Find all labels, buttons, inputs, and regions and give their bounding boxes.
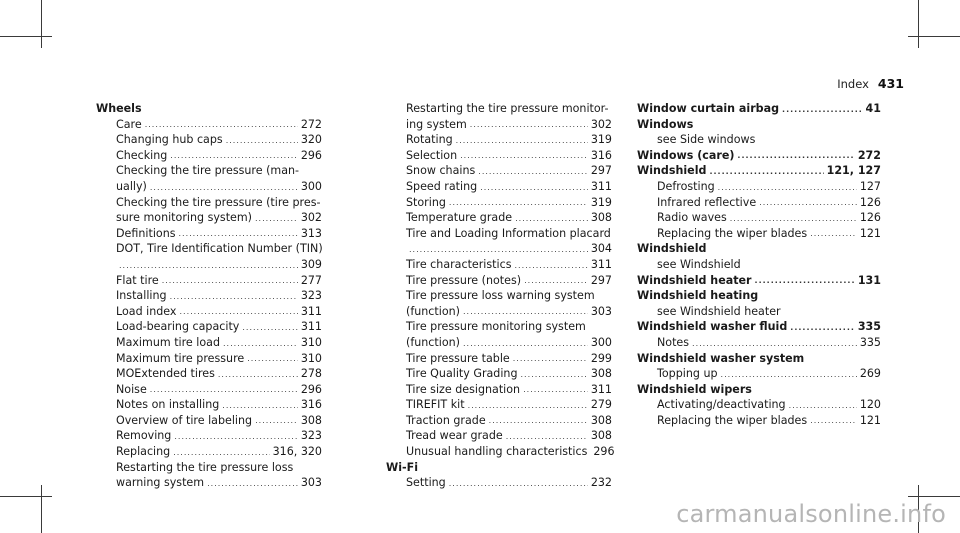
dot-leader	[478, 168, 588, 176]
dot-leader	[489, 417, 588, 425]
entry-text: Storing	[406, 195, 446, 209]
entry-text: Radio waves	[657, 211, 727, 225]
index-entry	[96, 148, 322, 164]
page-reference[interactable]: 311	[300, 320, 322, 334]
page-reference[interactable]: 311	[300, 304, 322, 318]
index-entry	[96, 335, 322, 351]
page-reference[interactable]: 320	[300, 133, 322, 147]
dot-leader	[480, 184, 588, 192]
page-reference[interactable]: 121	[859, 413, 881, 427]
index-heading	[637, 288, 881, 304]
index-entry	[637, 366, 881, 382]
crop-mark	[908, 36, 960, 37]
crop-mark	[918, 0, 919, 48]
entry-text: Windshield heating	[637, 289, 759, 303]
index-entry	[386, 397, 612, 413]
page-reference[interactable]: 232	[590, 476, 612, 490]
page-reference[interactable]: 297	[590, 164, 612, 178]
dot-leader	[709, 168, 823, 176]
index-entry	[637, 397, 881, 413]
dot-leader	[523, 386, 588, 394]
entry-text: Maximum tire load	[116, 335, 220, 349]
entry-text: Checking	[116, 148, 168, 162]
index-entry	[96, 366, 322, 382]
entry-text: Replacing the wiper blades	[657, 226, 808, 240]
entry-text: see Windshield heater	[657, 304, 781, 318]
crop-mark	[0, 496, 52, 497]
page-reference[interactable]: 121	[859, 226, 881, 240]
index-entry	[96, 319, 322, 335]
entry-text: Infrared reflective	[657, 195, 757, 209]
dot-leader	[515, 215, 588, 223]
index-heading	[637, 163, 881, 179]
index-column-3	[637, 101, 881, 428]
index-entry	[96, 351, 322, 367]
entry-text: Maximum tire pressure	[116, 351, 245, 365]
index-entry	[386, 257, 612, 273]
index-entry	[96, 226, 322, 242]
entry-text: Selection	[406, 148, 458, 162]
entry-text: Tire pressure (notes)	[406, 273, 522, 287]
dot-leader	[162, 277, 298, 285]
entry-text: Windshield washer system	[637, 351, 805, 365]
dot-leader	[170, 152, 298, 160]
page-reference[interactable]: 296	[593, 445, 615, 459]
index-entry	[637, 304, 881, 320]
page-reference[interactable]: 269	[859, 367, 881, 381]
dot-leader	[150, 386, 298, 394]
entry-text: Defrosting	[657, 179, 715, 193]
entry-text: Tire pressure loss warning system	[406, 289, 595, 303]
dot-leader	[721, 371, 857, 379]
page-reference[interactable]: 316	[300, 398, 322, 412]
index-column-2	[386, 101, 615, 491]
index-heading	[637, 101, 881, 117]
dot-leader	[255, 417, 298, 425]
page-reference[interactable]: 319	[590, 195, 612, 209]
dot-leader	[810, 417, 857, 425]
page-reference[interactable]: 302	[590, 117, 612, 131]
entry-text: Restarting the tire pressure monitor-	[406, 102, 609, 115]
page-reference[interactable]: 300	[300, 179, 322, 193]
dot-leader	[449, 480, 588, 488]
dot-leader	[759, 199, 857, 207]
crop-mark	[908, 496, 960, 497]
page-header	[837, 76, 904, 91]
entry-text: see Side windows	[657, 133, 756, 147]
index-column-1	[96, 101, 322, 491]
entry-text: Notes on installing	[116, 398, 220, 412]
entry-text: Replacing	[116, 445, 171, 459]
page-reference[interactable]: 296	[300, 148, 322, 162]
index-entry	[386, 117, 612, 133]
page-reference[interactable]: 311	[590, 382, 612, 396]
entry-text: Wi-Fi	[386, 460, 419, 474]
dot-leader	[170, 293, 298, 301]
index-heading	[637, 319, 881, 335]
index-entry	[96, 195, 322, 211]
entry-text: DOT, Tire Identification Number (TIN)	[116, 242, 323, 256]
page-reference[interactable]: 310	[300, 335, 322, 349]
dot-leader	[409, 246, 588, 254]
index-entry	[96, 460, 322, 476]
page-reference[interactable]: 126	[859, 211, 881, 225]
dot-leader	[150, 184, 298, 192]
page-reference[interactable]: 335	[857, 320, 881, 334]
dot-leader	[173, 449, 269, 457]
index-entry	[637, 132, 881, 148]
index-entry	[96, 382, 322, 398]
entry-text: Installing	[116, 289, 167, 303]
entry-text: sure monitoring system)	[116, 211, 253, 225]
entry-text: Checking the tire pressure (tire pres-	[116, 195, 321, 209]
dot-leader	[145, 121, 298, 129]
page-reference[interactable]: 272	[300, 117, 322, 131]
index-entry	[386, 319, 612, 335]
entry-text: Tire pressure table	[406, 351, 510, 365]
index-entry	[96, 413, 322, 429]
entry-text: Windshield washer fluid	[637, 320, 788, 334]
entry-text: Temperature grade	[406, 211, 513, 225]
index-entry	[386, 148, 612, 164]
page-reference[interactable]: 310	[300, 351, 322, 365]
entry-text: Load-bearing capacity	[116, 320, 240, 334]
dot-leader	[119, 262, 298, 270]
dot-leader	[179, 230, 298, 238]
page-reference[interactable]: 308	[300, 413, 322, 427]
page-reference[interactable]: 120	[859, 398, 881, 412]
page-reference[interactable]: 316	[590, 148, 612, 162]
page-reference[interactable]: 272	[857, 148, 881, 162]
page-reference[interactable]: 311	[590, 257, 612, 271]
index-entry	[96, 210, 322, 226]
dot-leader	[180, 308, 298, 316]
dot-leader	[207, 480, 298, 488]
index-entry	[96, 273, 322, 289]
index-entry	[386, 241, 612, 257]
page-reference[interactable]: 278	[300, 367, 322, 381]
dot-leader	[730, 215, 857, 223]
entry-text: Wheels	[96, 102, 142, 115]
page-reference[interactable]: 313	[300, 226, 322, 240]
index-entry	[386, 335, 612, 351]
entry-text: Unusual handling characteristics	[406, 445, 588, 459]
dot-leader	[226, 137, 298, 145]
index-entry	[96, 241, 322, 257]
entry-text: Checking the tire pressure (man-	[116, 164, 300, 178]
dot-leader	[255, 215, 298, 223]
entry-text: (function)	[406, 335, 460, 349]
dot-leader	[463, 340, 588, 348]
index-entry	[96, 397, 322, 413]
page-reference[interactable]: 121, 127	[826, 164, 881, 178]
index-entry	[96, 163, 322, 179]
index-entry	[96, 257, 322, 273]
crop-mark	[41, 485, 42, 533]
crop-mark	[0, 36, 52, 37]
index-entry	[386, 132, 612, 148]
entry-text: see Windshield	[657, 257, 741, 271]
entry-text: Noise	[116, 382, 147, 396]
dot-leader	[468, 402, 588, 410]
index-heading	[386, 460, 612, 476]
dot-leader	[514, 262, 587, 270]
entry-text: Tire Quality Grading	[406, 367, 518, 381]
index-entry	[386, 304, 612, 320]
page-reference[interactable]: 126	[859, 195, 881, 209]
dot-leader	[456, 137, 588, 145]
index-entry	[637, 195, 881, 211]
dot-leader	[174, 433, 297, 441]
page-reference[interactable]: 304	[590, 242, 612, 256]
index-heading	[637, 117, 881, 133]
entry-text: Notes	[657, 335, 690, 349]
entry-text: Windshield heater	[637, 273, 752, 287]
index-entry	[96, 304, 322, 320]
entry-text: Speed rating	[406, 179, 478, 193]
index-heading	[637, 351, 881, 367]
page-reference[interactable]: 308	[590, 211, 612, 225]
entry-text: Care	[116, 117, 142, 131]
index-entry	[637, 226, 881, 242]
index-entry	[386, 382, 612, 398]
index-entry	[386, 444, 615, 460]
entry-text: Topping up	[657, 367, 718, 381]
page-reference[interactable]: 323	[300, 429, 322, 443]
entry-text: Load index	[116, 304, 177, 318]
page-reference[interactable]: 309	[300, 257, 322, 271]
page-reference[interactable]: 302	[300, 211, 322, 225]
dot-leader	[242, 324, 297, 332]
index-entry	[637, 335, 881, 351]
index-entry	[96, 428, 322, 444]
index-heading	[637, 148, 881, 164]
dot-leader	[449, 199, 588, 207]
index-entry	[386, 351, 612, 367]
dot-leader	[737, 152, 854, 160]
entry-text: Tire and Loading Information placard	[406, 226, 611, 240]
page-reference[interactable]: 303	[590, 304, 612, 318]
crop-mark	[41, 0, 42, 48]
page-reference[interactable]: 308	[590, 367, 612, 381]
index-entry	[637, 413, 881, 429]
page-reference[interactable]: 319	[590, 133, 612, 147]
page-number: 431	[877, 76, 904, 91]
page-reference[interactable]: 311	[590, 179, 612, 193]
index-entry	[96, 444, 322, 460]
dot-leader	[222, 402, 298, 410]
dot-leader	[782, 106, 863, 114]
entry-text: Restarting the tire pressure loss	[116, 460, 294, 474]
index-entry	[386, 163, 612, 179]
page-reference[interactable]: 323	[300, 289, 322, 303]
index-entry	[386, 428, 612, 444]
index-entry	[386, 226, 612, 242]
page-reference[interactable]: 127	[859, 179, 881, 193]
index-entry	[637, 257, 881, 273]
index-entry	[386, 195, 612, 211]
dot-leader	[513, 355, 588, 363]
index-entry	[96, 179, 322, 195]
index-entry	[386, 273, 612, 289]
index-heading	[96, 101, 322, 117]
dot-leader	[506, 433, 588, 441]
entry-text: Windshield wipers	[637, 382, 752, 396]
entry-text: Flat tire	[116, 273, 159, 287]
entry-text: Tire characteristics	[406, 257, 512, 271]
entry-text: Tread wear grade	[406, 429, 503, 443]
entry-text: Replacing the wiper blades	[657, 413, 808, 427]
index-entry	[386, 366, 612, 382]
entry-text: (function)	[406, 304, 460, 318]
dot-leader	[789, 402, 857, 410]
index-entry	[386, 210, 612, 226]
entry-text: Windshield	[637, 242, 707, 256]
dot-leader	[524, 277, 588, 285]
page-reference[interactable]: 299	[590, 351, 612, 365]
entry-text: MOExtended tires	[116, 367, 215, 381]
dot-leader	[247, 355, 298, 363]
page-reference[interactable]: 297	[590, 273, 612, 287]
dot-leader	[810, 230, 857, 238]
index-entry	[96, 117, 322, 133]
entry-text: warning system	[116, 476, 205, 490]
index-entry	[96, 132, 322, 148]
entry-text: Windshield	[637, 164, 707, 178]
index-entry	[386, 475, 612, 491]
entry-text: Windows (care)	[637, 148, 735, 162]
entry-text: Setting	[406, 476, 446, 490]
entry-text: Window curtain airbag	[637, 102, 780, 115]
watermark: carmanualsonline.info	[676, 500, 946, 528]
index-entry	[386, 413, 612, 429]
entry-text: TIREFIT kit	[406, 398, 465, 412]
dot-leader	[223, 340, 298, 348]
index-entry	[96, 288, 322, 304]
page-reference[interactable]: 41	[865, 102, 881, 115]
dot-leader	[692, 340, 857, 348]
dot-leader	[470, 121, 588, 129]
dot-leader	[718, 184, 857, 192]
entry-text: Definitions	[116, 226, 176, 240]
index-entry	[637, 179, 881, 195]
page-reference[interactable]: 296	[300, 382, 322, 396]
entry-text: Tire size designation	[406, 382, 521, 396]
page-reference[interactable]: 300	[590, 335, 612, 349]
index-heading	[637, 382, 881, 398]
entry-text: ing system	[406, 117, 467, 131]
entry-text: Windows	[637, 117, 694, 131]
entry-text: Removing	[116, 429, 172, 443]
index-entry	[386, 179, 612, 195]
entry-text: Snow chains	[406, 164, 476, 178]
dot-leader	[755, 277, 855, 285]
page-reference[interactable]: 303	[300, 476, 322, 490]
section-label: Index	[837, 77, 869, 91]
page-reference[interactable]: 277	[300, 273, 322, 287]
entry-text: Overview of tire labeling	[116, 413, 253, 427]
page-reference[interactable]: 131	[857, 273, 881, 287]
index-entry	[637, 210, 881, 226]
dot-leader	[790, 324, 855, 332]
page-reference[interactable]: 335	[859, 335, 881, 349]
entry-text: ually)	[116, 179, 147, 193]
index-entry	[96, 475, 322, 491]
dot-leader	[460, 152, 588, 160]
dot-leader	[521, 371, 588, 379]
entry-text: Traction grade	[406, 413, 486, 427]
entry-text: Rotating	[406, 133, 453, 147]
page-reference[interactable]: 308	[590, 429, 612, 443]
dot-leader	[218, 371, 298, 379]
index-heading	[637, 241, 881, 257]
index-entry	[386, 288, 612, 304]
index-entry	[386, 101, 612, 117]
page-reference[interactable]: 308	[590, 413, 612, 427]
dot-leader	[463, 308, 588, 316]
page-reference[interactable]: 279	[590, 398, 612, 412]
entry-text: Tire pressure monitoring system	[406, 320, 586, 334]
index-heading	[637, 273, 881, 289]
page-reference[interactable]: 316, 320	[272, 445, 322, 459]
entry-text: Changing hub caps	[116, 133, 223, 147]
entry-text: Activating/deactivating	[657, 398, 786, 412]
